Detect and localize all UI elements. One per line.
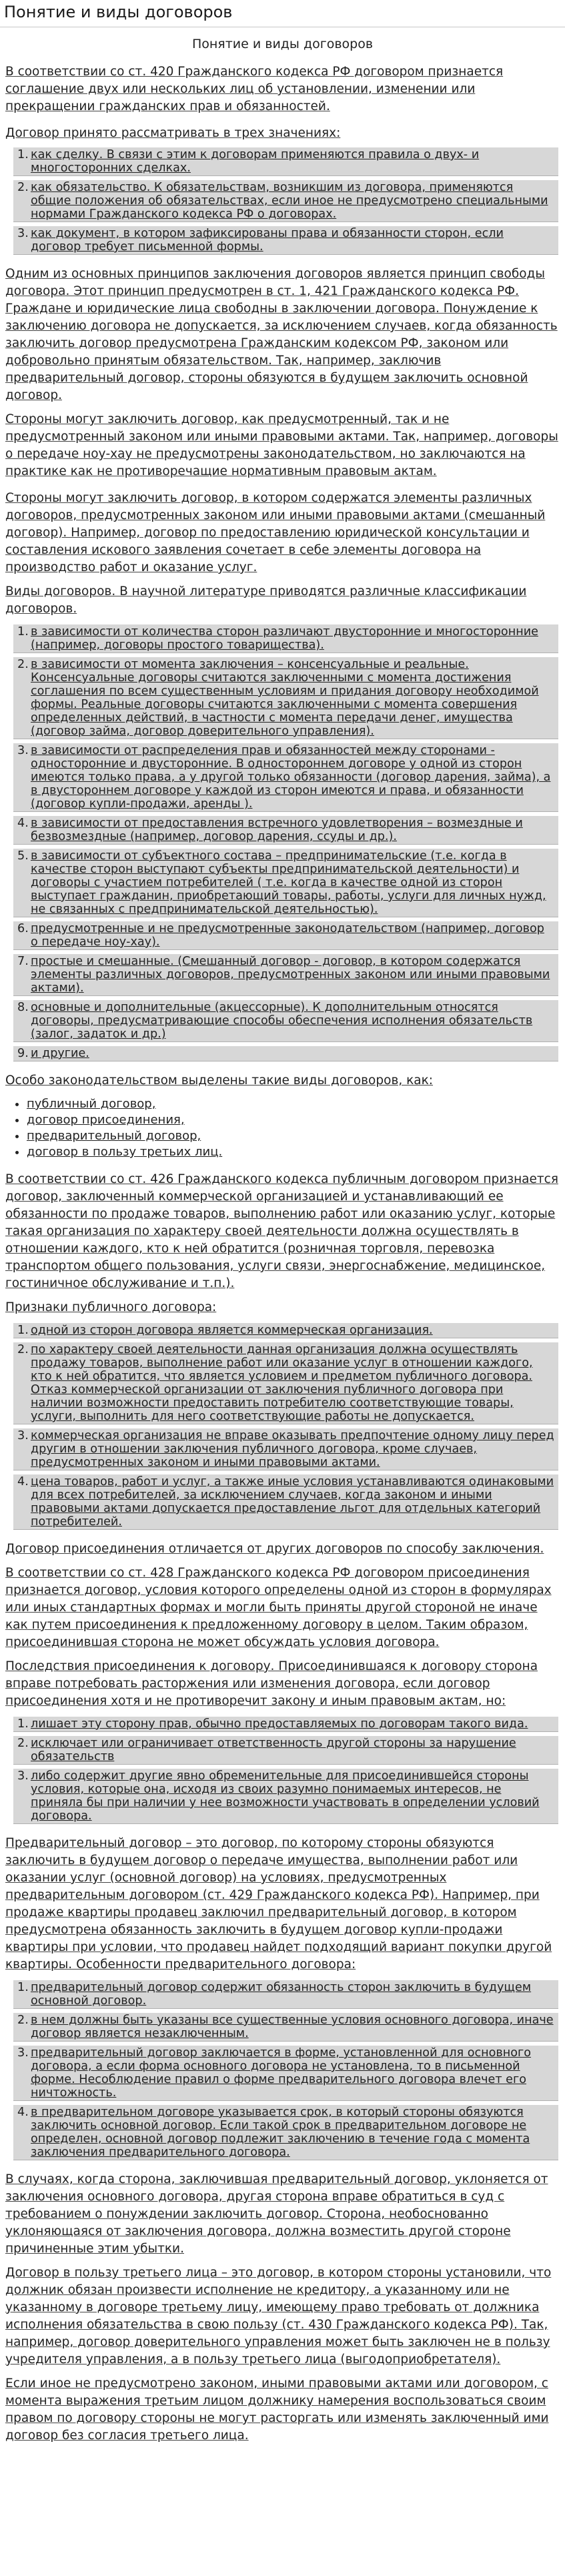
list-meanings — [5, 147, 558, 255]
list-item-text: в зависимости от момента заключения – консенсуальные и реальные. Консенсуальные договоры считаются заключенными с момента достижения соглашения по всем существенным условиям и придания договору необходимой формы. Реальные договоры считаются заключенными с момента совершения определенных действий, в частности с момента передачи денег, имущества (договор займа, договор доверительного управления). — [31, 658, 539, 738]
list-item-text: по характеру своей деятельности данная организация должна осуществлять продажу товаров, выполнение работ или оказание услуг в отношении каждого, кто к ней обратится, что является условием и предметом публичного договора. Отказ коммерческой организации от заключения публичного договора при наличии возможности предоставить потребителю соответствующие товары, услуги, выполнить для него соответствующие работы не допускается. — [31, 1343, 533, 1423]
list-item — [13, 743, 558, 812]
article-body — [0, 63, 565, 2445]
list-item-number: 8. — [17, 1001, 29, 1014]
list-item-text: в зависимости от распределения прав и обязанностей между сторонами - односторонние и двусторонние. В одностороннем договоре у одной из сторон имеются только права, а у другой только обязанности (договор дарения, займа), а в двустороннем договоре у каждой из сторон имеются и права, и обязанности (договор купли-продажи, аренды ). — [31, 744, 551, 811]
paragraph-mixed-contract: Стороны могут заключить договор, в котором содержатся элементы различных договоров, предусмотренных законом или иными правовыми актами (смешанный договор). Например, договор по предоставлению юридической консультации и составления искового заявления сочетает в себе элементы договора на производство работ и оказание услуг. — [5, 491, 546, 574]
list-item: • договор присоединения, — [27, 1112, 558, 1128]
list-item — [13, 226, 558, 255]
list-item-text: исключает или ограничивает ответственность другой стороны за нарушение обязательств — [31, 1737, 516, 1763]
list-item-number: 1. — [17, 148, 29, 161]
list-item — [13, 1736, 558, 1765]
list-item — [13, 1717, 558, 1732]
list-item — [13, 1474, 558, 1530]
list-adhesion-grounds — [5, 1717, 558, 1824]
list-item-text: в зависимости от предоставления встречного удовлетворения – возмездные и безвозмездные (например, договор дарения, ссуды и др.). — [31, 817, 523, 843]
list-item-text: в предварительном договоре указывается срок, в который стороны обязуются заключить основной договор. Если такой срок в предварительном договоре не определен, основной договор подлежит заключению в течение года с момента заключения предварительного договора. — [31, 2106, 530, 2159]
list-item-number: 2. — [17, 1737, 29, 1750]
page-title: Понятие и виды договоров — [4, 3, 233, 21]
paragraph-definition: В соответствии со ст. 420 Гражданского кодекса РФ договором признается соглашение двух или нескольких лиц об установлении, изменении или прекращении гражданских прав и обязанностей. — [5, 65, 504, 113]
list-item — [13, 1046, 558, 1061]
list-item-number: 4. — [17, 2106, 29, 2119]
list-item-number: 1. — [17, 1981, 29, 1994]
list-item-number: 4. — [17, 817, 29, 830]
paragraph-adhesion-intro: Договор присоединения отличается от других договоров по способу заключения. — [5, 1542, 544, 1556]
list-item — [13, 954, 558, 996]
list-item-text: предварительный договор содержит обязанность сторон заключить в будущем основной договор. — [31, 1981, 532, 2008]
list-item-text: лишает эту сторону прав, обычно предоставляемых по договорам такого вида. — [31, 1717, 528, 1731]
list-item-number: 3. — [17, 2046, 29, 2060]
list-item-text: и другие. — [31, 1047, 89, 1060]
list-item-text: простые и смешанные. (Смешанный договор - договор, в котором содержатся элементы различных договоров, предусмотренных законом или иными правовыми актами). — [31, 955, 550, 995]
list-item-text: цена товаров, работ и услуг, а также иные условия устанавливаются одинаковыми для всех потребителей, за исключением случаев, когда законом и иными правовыми актами допускается предоставление льгот для отдельных категорий потребителей. — [31, 1475, 554, 1529]
list-item-number: 5. — [17, 849, 29, 863]
list-item-number: 2. — [17, 2014, 29, 2027]
list-item — [13, 1000, 558, 1042]
list-item-text: как обязательство. К обязательствам, возникшим из договора, применяются общие положения об обязательствах, если иное не предусмотрено специальными нормами Гражданского кодекса РФ о договорах. — [31, 181, 548, 221]
title-bar — [0, 0, 565, 27]
list-special-types — [5, 1096, 558, 1160]
list-contract-types — [5, 624, 558, 1061]
list-item-number: 1. — [17, 1324, 29, 1337]
paragraph-three-meanings: Договор принято рассматривать в трех значениях: — [5, 126, 341, 140]
list-item-text: коммерческая организация не вправе оказывать предпочтение одному лицу перед другим в отношении заключения публичного договора, кроме случаев, предусмотренных законом и иными правовыми актами. — [31, 1429, 554, 1469]
list-item — [13, 1980, 558, 2009]
list-item — [13, 147, 558, 176]
paragraph-unforeseen-contracts: Стороны могут заключить договор, как предусмотренный, так и не предусмотренный законом или иными правовыми актами. Так, например, договоры о передаче ноу-хау не предусмотрены законодательством, но заключаются на практике как не противоречащие нормативным правовым актам. — [5, 412, 558, 478]
article-subtitle: Понятие и виды договоров — [191, 37, 374, 51]
paragraph-classification: Виды договоров. В научной литературе приводятся различные классификации договоров. — [5, 584, 527, 616]
list-item: • предварительный договор, — [27, 1128, 558, 1144]
list-preliminary-features — [5, 1980, 558, 2160]
list-item — [13, 180, 558, 222]
list-item-number: 3. — [17, 744, 29, 757]
list-item-text: либо содержит другие явно обременительные для присоединившейся стороны условия, которые она, исходя из своих разумно понимаемых интересов, не приняла бы при наличии у нее возможности участвовать в определении условий договора. — [31, 1769, 540, 1823]
paragraph-special-types: Особо законодательством выделены такие виды договоров, как: — [5, 1074, 434, 1088]
paragraph-preliminary-contract: Предварительный договор – это договор, по которому стороны обязуются заключить в будущем договор о передаче имущества, выполнении работ или оказании услуг (основной договор) на условиях, предусмотренных предварительным договором (ст. 429 Гражданского кодекса РФ). Например, при продаже квартиры продавец заключил предварительный договор, в котором предусмотрена обязанность заключить в будущем договор купли-продажи квартиры при условии, что продавец найдет подходящий вариант покупки другой квартиры. Особенности предварительного договора: — [5, 1836, 552, 1972]
list-item-number: 3. — [17, 1769, 29, 1783]
list-item — [13, 2046, 558, 2101]
paragraph-adhesion-consequences: Последствия присоединения к договору. Присоединившаяся к договору сторона вправе потребовать расторжения или изменения договора, если договор присоединения хотя и не противоречит закону и иным правовым актам, но: — [5, 1659, 538, 1708]
paragraph-third-party: Договор в пользу третьего лица – это договор, в котором стороны установили, что должник обязан произвести исполнение не кредитору, а указанному или не указанному в договоре третьему лицу, имеющему право требовать от должника исполнения обязательства в свою пользу (ст. 430 Гражданского кодекса РФ). Так, например, договор доверительного управления может быть заключен не в пользу учредителя управления, а в пользу третьего лица (выгодоприобретателя). — [5, 2266, 552, 2367]
list-item-number: 6. — [17, 922, 29, 935]
list-item: • публичный договор, — [27, 1096, 558, 1112]
list-item-number: 3. — [17, 1429, 29, 1442]
list-item-text: в зависимости от количества сторон различают двусторонние и многосторонние (например, договоры простого товарищества). — [31, 625, 538, 652]
list-item-text: предварительный договор заключается в форме, установленной для основного договора, а если форма основного договора не установлена, то в письменной форме. Несоблюдение правил о форме предварительного договора влечет его ничтожность. — [31, 2046, 532, 2100]
list-item-number: 2. — [17, 181, 29, 194]
list-item-text: предусмотренные и не предусмотренные законодательством (например, договор о передаче ноу-хау). — [31, 922, 544, 949]
list-item — [13, 657, 558, 739]
list-item-number: 3. — [17, 227, 29, 240]
list-item-number: 2. — [17, 658, 29, 671]
list-item-number: 9. — [17, 1047, 29, 1060]
list-item-number: 4. — [17, 1475, 29, 1488]
list-item-text: как документ, в котором зафиксированы права и обязанности сторон, если договор требует письменной формы. — [31, 227, 504, 254]
paragraph-public-signs: Признаки публичного договора: — [5, 1300, 217, 1314]
list-item-number: 2. — [17, 1343, 29, 1356]
list-item — [13, 624, 558, 653]
list-item-text: в зависимости от субъектного состава – предпринимательские (т.е. когда в качестве сторон выступают субъекты предпринимательской деятельности) и договоры с участием потребителей ( т.е. когда в качестве одной из сторон выступает гражданин, приобретающий товары, работы, услуги для личных нужд, не связанных с предпринимательской деятельностью). — [31, 849, 546, 916]
list-item — [13, 2013, 558, 2042]
list-item — [13, 1342, 558, 1424]
list-item-number: 1. — [17, 1717, 29, 1731]
list-item — [13, 1769, 558, 1824]
list-item — [13, 1428, 558, 1470]
list-public-signs — [5, 1323, 558, 1530]
list-item: • договор в пользу третьих лиц. — [27, 1144, 558, 1160]
list-item — [13, 849, 558, 917]
paragraph-third-party-consent: Если иное не предусмотрено законом, иными правовыми актами или договором, с момента выражения третьим лицом должнику намерения воспользоваться своим правом по договору стороны не могут расторгать или изменять заключенный ими договор без согласия третьего лица. — [5, 2377, 549, 2443]
list-item — [13, 2105, 558, 2160]
list-item — [13, 816, 558, 845]
list-item — [13, 921, 558, 950]
paragraph-evasion: В случаях, когда сторона, заключившая предварительный договор, уклоняется от заключения основного договора, другая сторона вправе обратиться в суд с требованием о понуждении заключить договор. Сторона, необоснованно уклоняющаяся от заключения договора, должна возместить другой стороне причиненные этим убытки. — [5, 2172, 548, 2256]
list-item-text: в нем должны быть указаны все существенные условия основного договора, иначе договор является незаключенным. — [31, 2014, 554, 2040]
list-item-number: 7. — [17, 955, 29, 968]
list-item-text: одной из сторон договора является коммерческая организация. — [31, 1324, 433, 1337]
paragraph-freedom-principle: Одним из основных принципов заключения договоров является принцип свободы договора. Этот принцип предусмотрен в ст. 1, 421 Гражданского кодекса РФ. Граждане и юридические лица свободны в заключении договора. Понуждение к заключению договора не допускается, за исключением случаев, когда обязанность заключить договор предусмотрена Гражданским кодексом РФ, законом или добровольно принятым обязательством. Так, например, заключив предварительный договор, стороны обязуются в будущем заключить основной договор. — [5, 267, 558, 402]
paragraph-public-contract: В соответствии со ст. 426 Гражданского кодекса публичным договором признается договор, заключенный коммерческой организацией и устанавливающий ее обязанности по продаже товаров, выполнению работ или оказанию услуг, которые такая организация по характеру своей деятельности должна осуществлять в отношении каждого, кто к ней обратится (розничная торговля, перевозка транспортом общего пользования, услуги связи, энергоснабжение, медицинское, гостиничное обслуживание и т.п.). — [5, 1172, 558, 1290]
list-item-text: как сделку. В связи с этим к договорам применяются правила о двух- и многосторонних сделках. — [31, 148, 480, 175]
list-item-text: основные и дополнительные (акцессорные). К дополнительным относятся договоры, предусматривающие способы обеспечения исполнения обязательств (залог, задаток и др.) — [31, 1001, 533, 1041]
list-item-number: 1. — [17, 625, 29, 638]
paragraph-adhesion-definition: В соответствии со ст. 428 Гражданского кодекса РФ договором присоединения признается договор, условия которого определены одной из сторон в формулярах или иных стандартных формах и могли быть приняты другой стороной не иначе как путем присоединения к предложенному договору в целом. Таким образом, присоединившая сторона не может обсуждать условия договора. — [5, 1566, 552, 1649]
list-item — [13, 1323, 558, 1338]
